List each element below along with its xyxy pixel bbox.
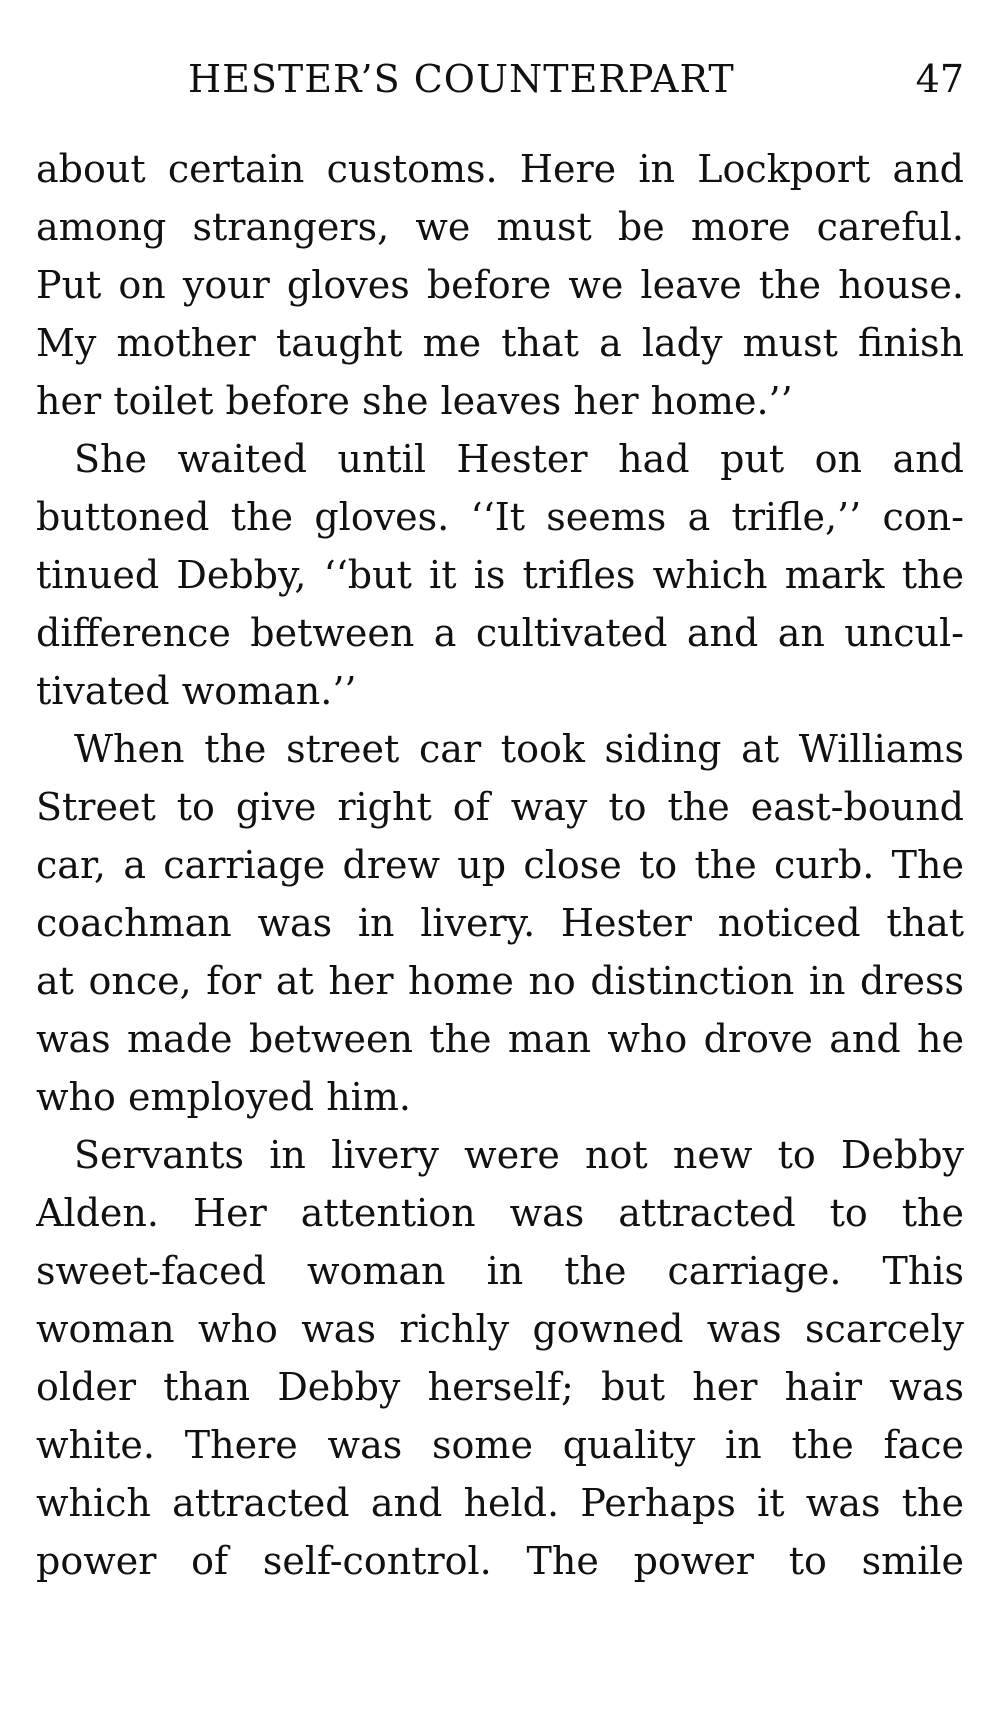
text-line: her toilet before she leaves her home.’’ [36,379,793,423]
text-line: difference between a cultivated and an uncul- [36,611,964,655]
text-line: which attracted and held. Perhaps it was the [36,1481,964,1525]
text-line: at once, for at her home no distinction in dress [36,959,964,1003]
text-line: who employed him. [36,1075,411,1119]
text-line: tivated woman.’’ [36,669,357,713]
body-text [36,140,964,1590]
text-line: tinued Debby, ‘‘but it is trifles which mark the [36,553,964,597]
text-line: sweet-faced woman in the carriage. This [36,1249,964,1293]
text-line: power of self-control. The power to smile [36,1539,964,1583]
page-number: 47 [915,57,964,101]
text-line: about certain customs. Here in Lockport and [36,147,964,191]
text-line: buttoned the gloves. ‘‘It seems a trifle,’’ con- [36,495,964,539]
text-line: Put on your gloves before we leave the house. [36,263,964,307]
paragraph-2 [36,430,964,720]
text-line: older than Debby herself; but her hair was [36,1365,964,1409]
text-line: My mother taught me that a lady must finish [36,321,964,365]
text-line: Street to give right of way to the east-bound [36,785,964,829]
paragraph-1 [36,140,964,430]
text-line: among strangers, we must be more careful. [36,205,964,249]
text-line: was made between the man who drove and he [36,1017,964,1061]
paragraph-3 [36,720,964,1126]
text-line: When the street car took siding at Williams [74,727,964,771]
running-title: HESTER’S COUNTERPART [188,57,735,101]
text-line: coachman was in livery. Hester noticed that [36,901,964,945]
paragraph-4 [36,1126,964,1590]
text-line: woman who was richly gowned was scarcely [36,1307,964,1351]
running-head [36,52,964,106]
text-line: car, a carriage drew up close to the curb. The [36,843,964,887]
text-line: white. There was some quality in the face [36,1423,964,1467]
text-line: Servants in livery were not new to Debby [74,1133,964,1177]
text-line: Alden. Her attention was attracted to the [36,1191,964,1235]
text-line: She waited until Hester had put on and [74,437,964,481]
